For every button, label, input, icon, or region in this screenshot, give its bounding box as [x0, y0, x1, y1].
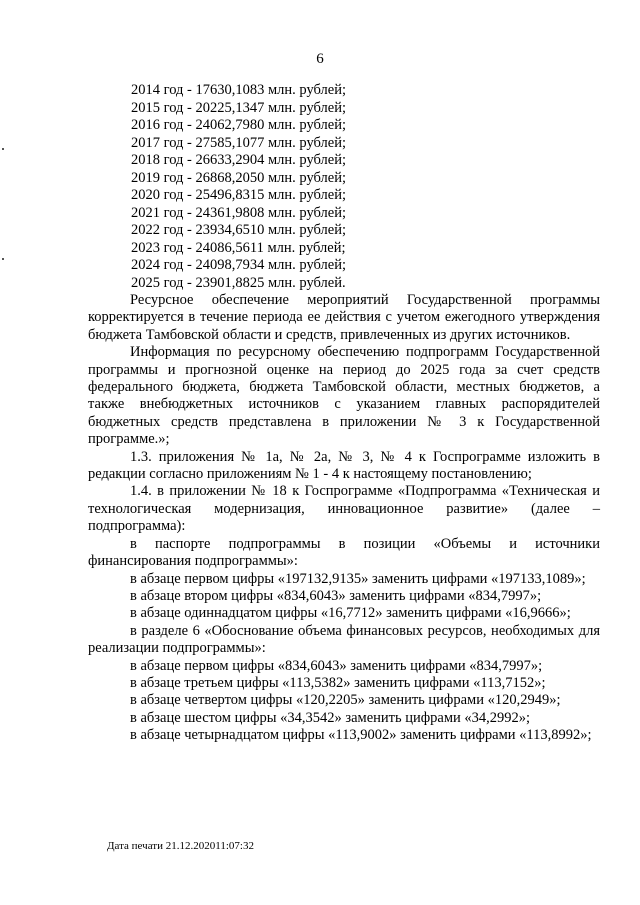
print-date-footer: Дата печати 21.12.202011:07:32: [107, 840, 254, 852]
paragraph-amendment: в абзаце шестом цифры «34,3542» заменить цифрами «34,2992»;: [130, 709, 531, 726]
paragraph-amendment: в абзаце одиннадцатом цифры «16,7712» заменить цифрами «16,9666»;: [130, 605, 571, 622]
year-line: 2024 год - 24098,7934 млн. рублей;: [131, 257, 347, 273]
year-line: 2016 год - 24062,7980 млн. рублей;: [131, 117, 347, 133]
paragraph-amendment: в абзаце первом цифры «197132,9135» заменить цифрами «197133,1089»;: [130, 570, 586, 587]
year-line: 2025 год - 23901,8825 млн. рублей.: [131, 274, 346, 291]
scan-artifact: [2, 258, 4, 260]
paragraph-passport: в паспорте подпрограммы в позиции «Объемы и источники финансирования подпрограммы»:: [88, 535, 600, 570]
year-line: 2021 год - 24361,9808 млн. рублей;: [131, 204, 347, 221]
year-line: 2014 год - 17630,1083 млн. рублей;: [131, 82, 347, 98]
paragraph-amendment: в абзаце третьем цифры «113,5382» заменить цифрами «113,7152»;: [130, 674, 546, 691]
document-body: [88, 292, 600, 745]
paragraph-section-6: в разделе 6 «Обоснование объема финансовых ресурсов, необходимых для реализации подпрограммы»:: [88, 622, 600, 657]
paragraph-subprogram-info: Информация по ресурсному обеспечению подпрограмм Государственной программы и прогнозной оценке на период до 2025 года за счет средств федерального бюджета, бюджета Тамбовской области, местных бюджетов, а также внебюджетных источников с указанием главных распорядителей бюджетных средств представлена в приложении № 3 к Государственной программе.»;: [88, 344, 600, 448]
year-line: 2015 год - 20225,1347 млн. рублей;: [131, 99, 347, 116]
year-line: 2022 год - 23934,6510 млн. рублей;: [131, 222, 347, 238]
year-line: 2017 год - 27585,1077 млн. рублей;: [131, 134, 347, 151]
year-line: 2020 год - 25496,8315 млн. рублей;: [131, 187, 347, 203]
paragraph-resource-provision: Ресурсное обеспечение мероприятий Государственной программы корректируется в течение периода ее действия с учетом ежегодного утверждения бюджета Тамбовской области и средств, привлеченных из других источников.: [88, 292, 600, 343]
year-line: 2023 год - 24086,5611 млн. рублей;: [131, 239, 346, 256]
year-line: 2018 год - 26633,2904 млн. рублей;: [131, 152, 347, 168]
funding-by-year-list: [131, 82, 346, 292]
year-line: 2019 год - 26868,2050 млн. рублей;: [131, 169, 347, 186]
paragraph-amendment: в абзаце четвертом цифры «120,2205» заменить цифрами «120,2949»;: [130, 692, 561, 709]
paragraph-amendment: в абзаце первом цифры «834,6043» заменить цифрами «834,7997»;: [130, 657, 543, 674]
paragraph-item-1-3: 1.3. приложения № 1а, № 2а, № 3, № 4 к Госпрограмме изложить в редакции согласно приложениям № 1 - 4 к настоящему постановлению;: [88, 448, 600, 483]
paragraph-amendment: в абзаце четырнадцатом цифры «113,9002» заменить цифрами «113,8992»;: [130, 727, 592, 744]
page-number: 6: [316, 51, 324, 67]
paragraph-amendment: в абзаце втором цифры «834,6043» заменить цифрами «834,7997»;: [130, 587, 542, 604]
scan-artifact: [2, 148, 4, 150]
paragraph-item-1-4: 1.4. в приложении № 18 к Госпрограмме «Подпрограмма «Техническая и технологическая модернизация, инновационное развитие» (далее – подпрограмма):: [88, 483, 600, 535]
